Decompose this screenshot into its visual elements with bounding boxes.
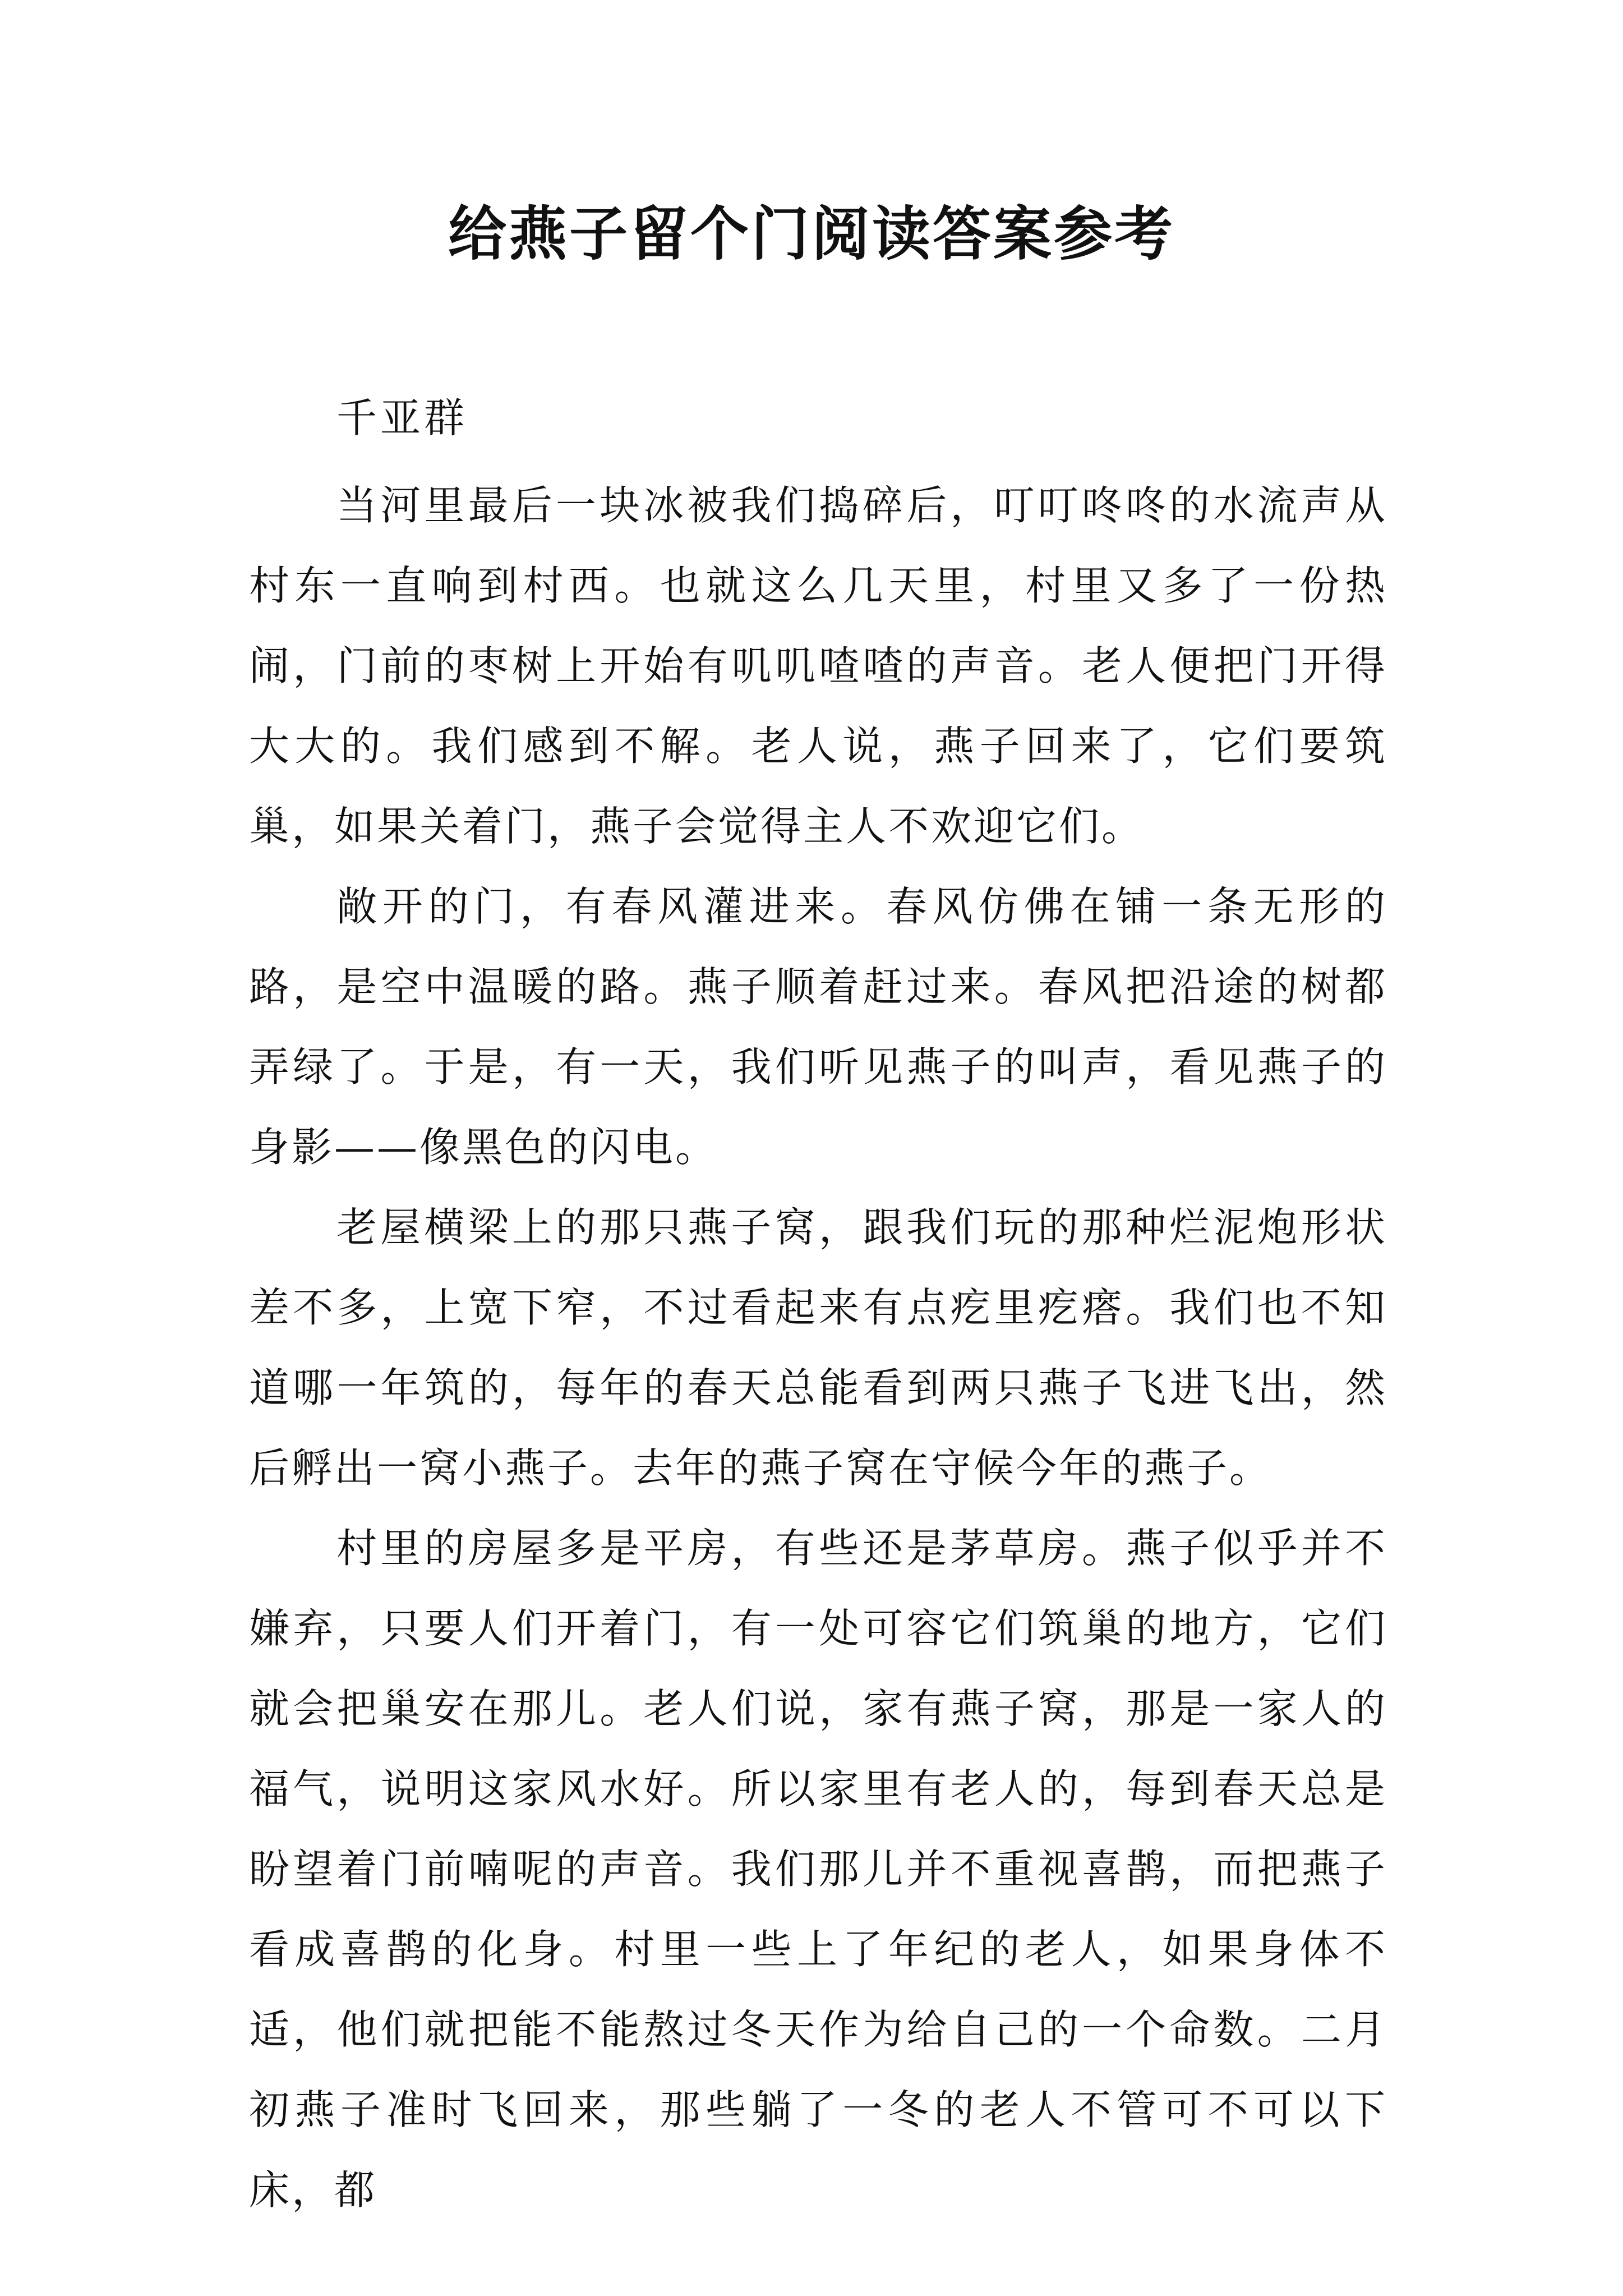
paragraph: 村里的房屋多是平房，有些还是茅草房。燕子似乎并不嫌弃，只要人们开着门，有一处可容它们筑巢的地方，它们就会把巢安在那儿。老人们说，家有燕子窝，那是一家人的福气，说明这家风水好。所以家里有老人的，每到春天总是盼望着门前喃呢的声音。我们那儿并不重视喜鹊，而把燕子看成喜鹊的化身。村里一些上了年纪的老人，如果身体不适，他们就把能不能熬过冬天作为给自己的一个命数。二月初燕子准时飞回来，那些躺了一冬的老人不管可不可以下床，都: [249, 1525, 1387, 2214]
paragraph: 敞开的门，有春风灌进来。春风仿佛在铺一条无形的路，是空中温暖的路。燕子顺着赶过来。春风把沿途的树都弄绿了。于是，有一天，我们听见燕子的叫声，看见燕子的身影——像黑色的闪电。: [249, 883, 1387, 1171]
paragraph: 老屋横梁上的那只燕子窝，跟我们玩的那种烂泥炮形状差不多，上宽下窄，不过看起来有点疙里疙瘩。我们也不知道哪一年筑的，每年的春天总能看到两只燕子飞进飞出，然后孵出一窝小燕子。去年的燕子窝在守候今年的燕子。: [249, 1204, 1387, 1492]
paragraph: 当河里最后一块冰被我们捣碎后，叮叮咚咚的水流声从村东一直响到村西。也就这么几天里，村里又多了一份热闹，门前的枣树上开始有叽叽喳喳的声音。老人便把门开得大大的。我们感到不解。老人说，燕子回来了，它们要筑巢，如果关着门，燕子会觉得主人不欢迎它们。: [249, 482, 1387, 850]
document-title: 给燕子留个门阅读答案参考: [448, 199, 1175, 268]
author-name: 千亚群: [336, 394, 468, 441]
article-body: [249, 466, 1387, 2230]
